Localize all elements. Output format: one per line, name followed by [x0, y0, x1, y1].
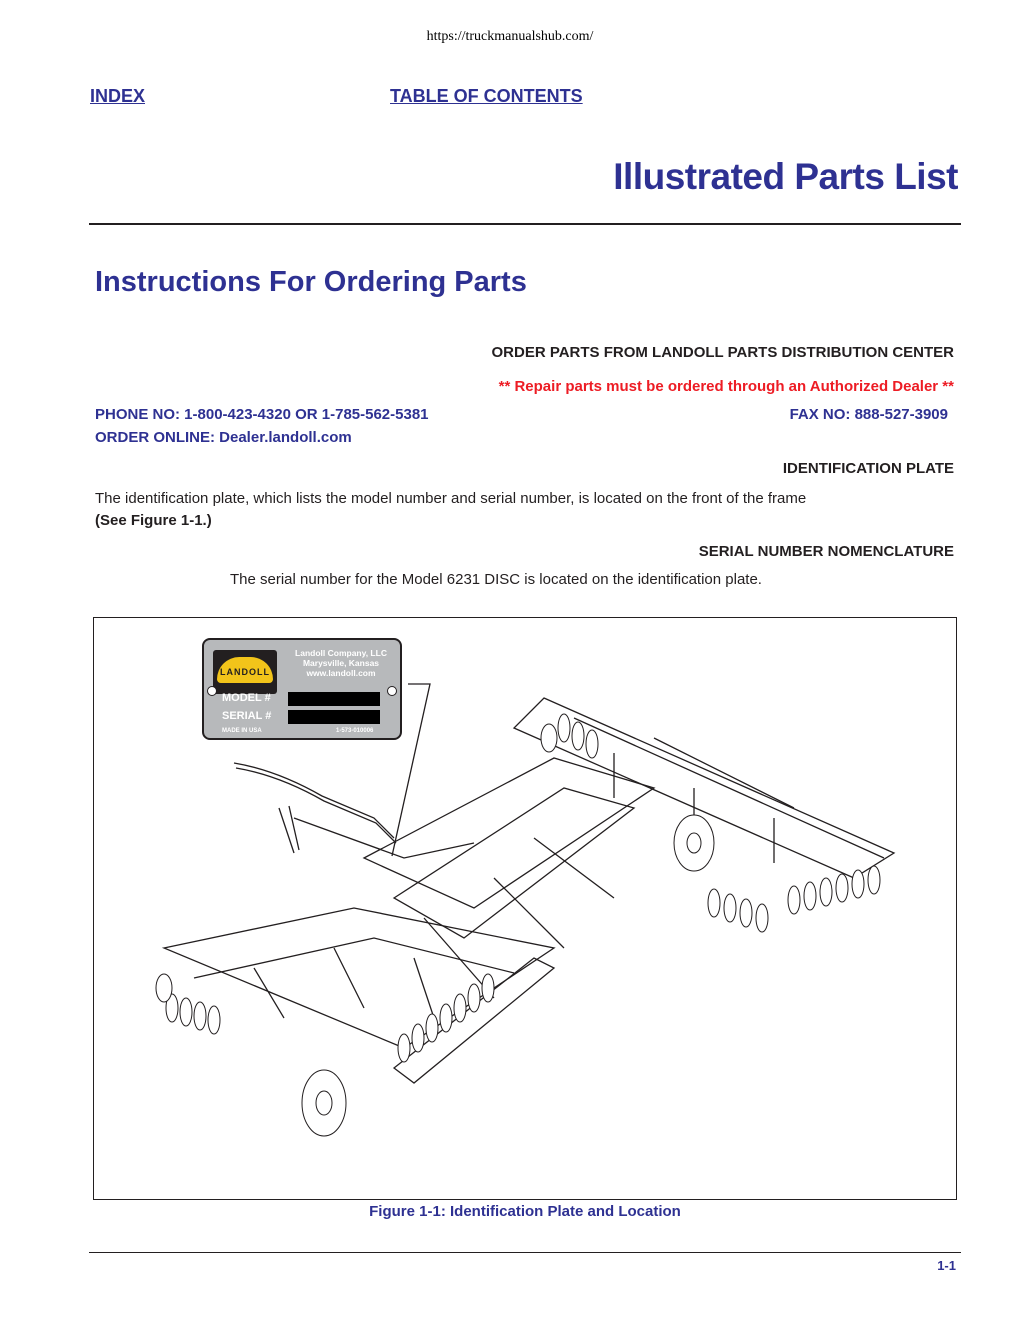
serial-nomenclature-heading: SERIAL NUMBER NOMENCLATURE [698, 543, 954, 560]
plate-model-label: MODEL # [222, 692, 271, 704]
source-url: https://truckmanualshub.com/ [426, 29, 594, 44]
plate-company-city: Marysville, Kansas [302, 658, 380, 668]
plate-company-web: www.landoll.com [306, 668, 376, 678]
identification-plate [202, 638, 402, 740]
plate-serial-field [288, 710, 380, 724]
plate-company-info [282, 648, 400, 678]
landoll-logo-text: LANDOLL [217, 657, 273, 683]
footer-divider [89, 1252, 961, 1253]
table-of-contents-link[interactable]: TABLE OF CONTENTS [390, 86, 583, 106]
section-title: Instructions For Ordering Parts [95, 266, 527, 298]
fax-number: FAX NO: 888-527-3909 [789, 406, 948, 423]
landoll-logo [213, 650, 277, 694]
title-divider [89, 223, 961, 225]
plate-part-number: 1-573-010006 [336, 728, 374, 734]
identification-plate-heading: IDENTIFICATION PLATE [782, 460, 954, 477]
plate-mount-hole-right [387, 686, 397, 696]
order-heading: ORDER PARTS FROM LANDOLL PARTS DISTRIBUTION CENTER [491, 344, 954, 361]
plate-mount-hole-left [207, 686, 217, 696]
order-online: ORDER ONLINE: Dealer.landoll.com [95, 429, 352, 446]
phone-numbers: PHONE NO: 1-800-423-4320 OR 1-785-562-5381 [95, 406, 429, 423]
plate-serial-label: SERIAL # [222, 710, 272, 722]
page-number: 1-1 [937, 1258, 956, 1273]
identification-plate-text: The identification plate, which lists the model number and serial number, is located on the front of the frame [95, 490, 807, 507]
dealer-warning: ** Repair parts must be ordered through an Authorized Dealer ** [498, 378, 954, 395]
figure-1-1 [93, 617, 957, 1200]
figure-caption: Figure 1-1: Identification Plate and Location [369, 1203, 681, 1220]
serial-number-text: The serial number for the Model 6231 DISC is located on the identification plate. [230, 571, 762, 588]
index-link[interactable]: INDEX [90, 86, 146, 106]
plate-made-in: MADE IN USA [222, 728, 262, 734]
plate-model-field [288, 692, 380, 706]
figure-reference[interactable]: (See Figure 1-1.) [95, 512, 212, 529]
plate-company-name: Landoll Company, LLC [295, 648, 387, 658]
document-title: Illustrated Parts List [613, 156, 958, 197]
